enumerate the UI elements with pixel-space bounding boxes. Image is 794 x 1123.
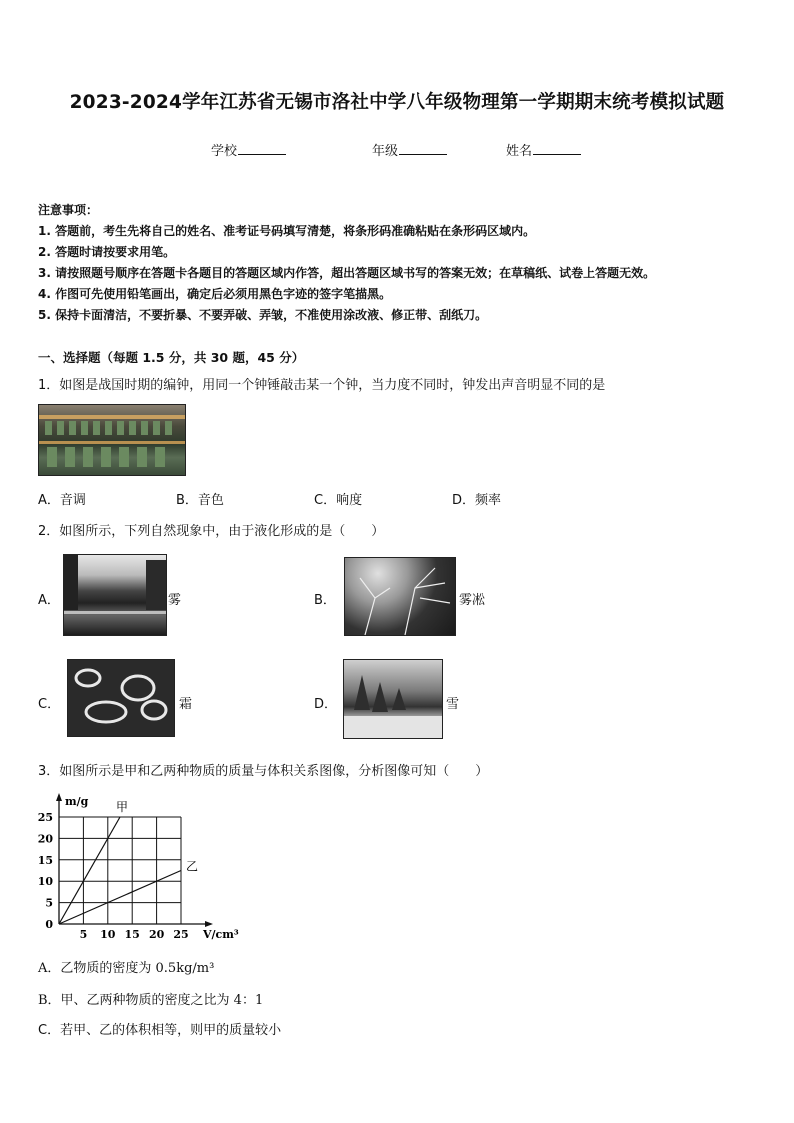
x-tick-label-5: 5 [79,928,88,941]
q1-option-d[interactable]: D．频率 [452,493,502,508]
q2-option-b-caption: 雾凇 [459,593,486,608]
frost-photo [67,659,175,737]
q3-option-c[interactable]: C．若甲、乙的体积相等，则甲的质量较小 [38,1023,282,1038]
q1-option-c[interactable]: C．响度 [314,493,363,508]
x-tick-label-25: 25 [173,928,189,941]
name-field: 姓名 [506,140,581,159]
notice-heading: 注意事项： [38,203,99,217]
y-axis-arrow [56,793,62,801]
x-axis-label: V/cm³ [203,928,239,941]
bianzhong-photo [38,404,186,476]
name-blank[interactable] [533,142,581,155]
notice-block [38,200,655,326]
notice-item-1: 1. 答题前，考生先将自己的姓名、准考证号码填写清楚，将条形码准确粘贴在条形码区域内。 [38,224,536,238]
x-tick-label-20: 20 [148,928,165,941]
fog-photo [63,554,167,636]
chart-lines [59,817,181,924]
school-field: 学校 [211,140,286,159]
notice-item-5: 5. 保持卡面清洁，不要折暴、不要弄破、弄皱，不准使用涂改液、修正带、刮纸刀。 [38,308,488,322]
y-tick-label-5: 5 [45,896,53,910]
chart-grid [59,817,181,924]
page-title: 2023-2024学年江苏省无锡市洛社中学八年级物理第一学期期末统考模拟试题 [69,92,725,113]
q2-option-c-letter[interactable]: C． [38,697,61,712]
q2-option-d-caption: 雪 [446,697,460,712]
q2-stem: 2．如图所示，下列自然现象中，由于液化形成的是（ ） [38,524,385,539]
y-tick-label-20: 20 [37,832,53,846]
q2-option-b-letter[interactable]: B． [314,593,336,608]
q3-option-b[interactable]: B．甲、乙两种物质的密度之比为 4：1 [38,993,264,1008]
y-tick-label-0: 0 [45,918,53,931]
notice-item-2: 2. 答题时请按要求用笔。 [38,245,176,259]
grade-blank[interactable] [399,142,447,155]
frost-leaves-icon [68,660,174,736]
q2-option-c-caption: 霜 [179,697,193,712]
rime-branches-icon [345,558,455,635]
snow-photo [343,659,443,739]
series-label-yi: 乙 [186,859,199,874]
fog-scene-icon [64,555,166,635]
x-tick-label-10: 10 [100,928,116,941]
school-blank[interactable] [238,142,286,155]
q2-option-a-letter[interactable]: A． [38,593,60,608]
x-axis-arrow [205,921,213,927]
mass-volume-chart [34,786,239,946]
q2-option-d-letter[interactable]: D． [314,697,338,712]
q1-option-b[interactable]: B．音色 [176,493,224,508]
grade-field: 年级 [372,140,447,159]
x-tick-label-15: 15 [124,928,140,941]
notice-item-4: 4. 作图可先使用铅笔画出，确定后必须用黑色字迹的签字笔描黑。 [38,287,392,301]
bianzhong-icon [39,405,185,475]
section-heading: 一、选择题（每题 1.5 分，共 30 题，45 分） [38,350,305,365]
y-tick-label-25: 25 [37,811,53,824]
y-tick-label-15: 15 [37,853,53,867]
notice-item-3: 3. 请按照题号顺序在答题卡各题目的答题区域内作答，超出答题区域书写的答案无效；在草稿纸、试卷上答题无效。 [38,266,656,280]
series-label-jia: 甲 [116,800,129,814]
q3-stem: 3．如图所示是甲和乙两种物质的质量与体积关系图像，分析图像可知（ ） [38,764,489,779]
snow-trees-icon [344,660,442,738]
y-tick-label-10: 10 [37,875,53,889]
q2-option-a-caption: 雾 [168,593,182,608]
series-line-yi [59,871,181,925]
series-line-jia [59,817,120,924]
q3-option-a[interactable]: A．乙物质的密度为 0.5kg/m³ [38,961,215,976]
y-axis-label: m/g [65,795,89,808]
rime-photo [344,557,456,636]
q1-option-a[interactable]: A．音调 [38,493,86,508]
q1-stem: 1．如图是战国时期的编钟，用同一个钟锤敲击某一个钟，当力度不同时，钟发出声音明显不同的是 [38,378,606,393]
